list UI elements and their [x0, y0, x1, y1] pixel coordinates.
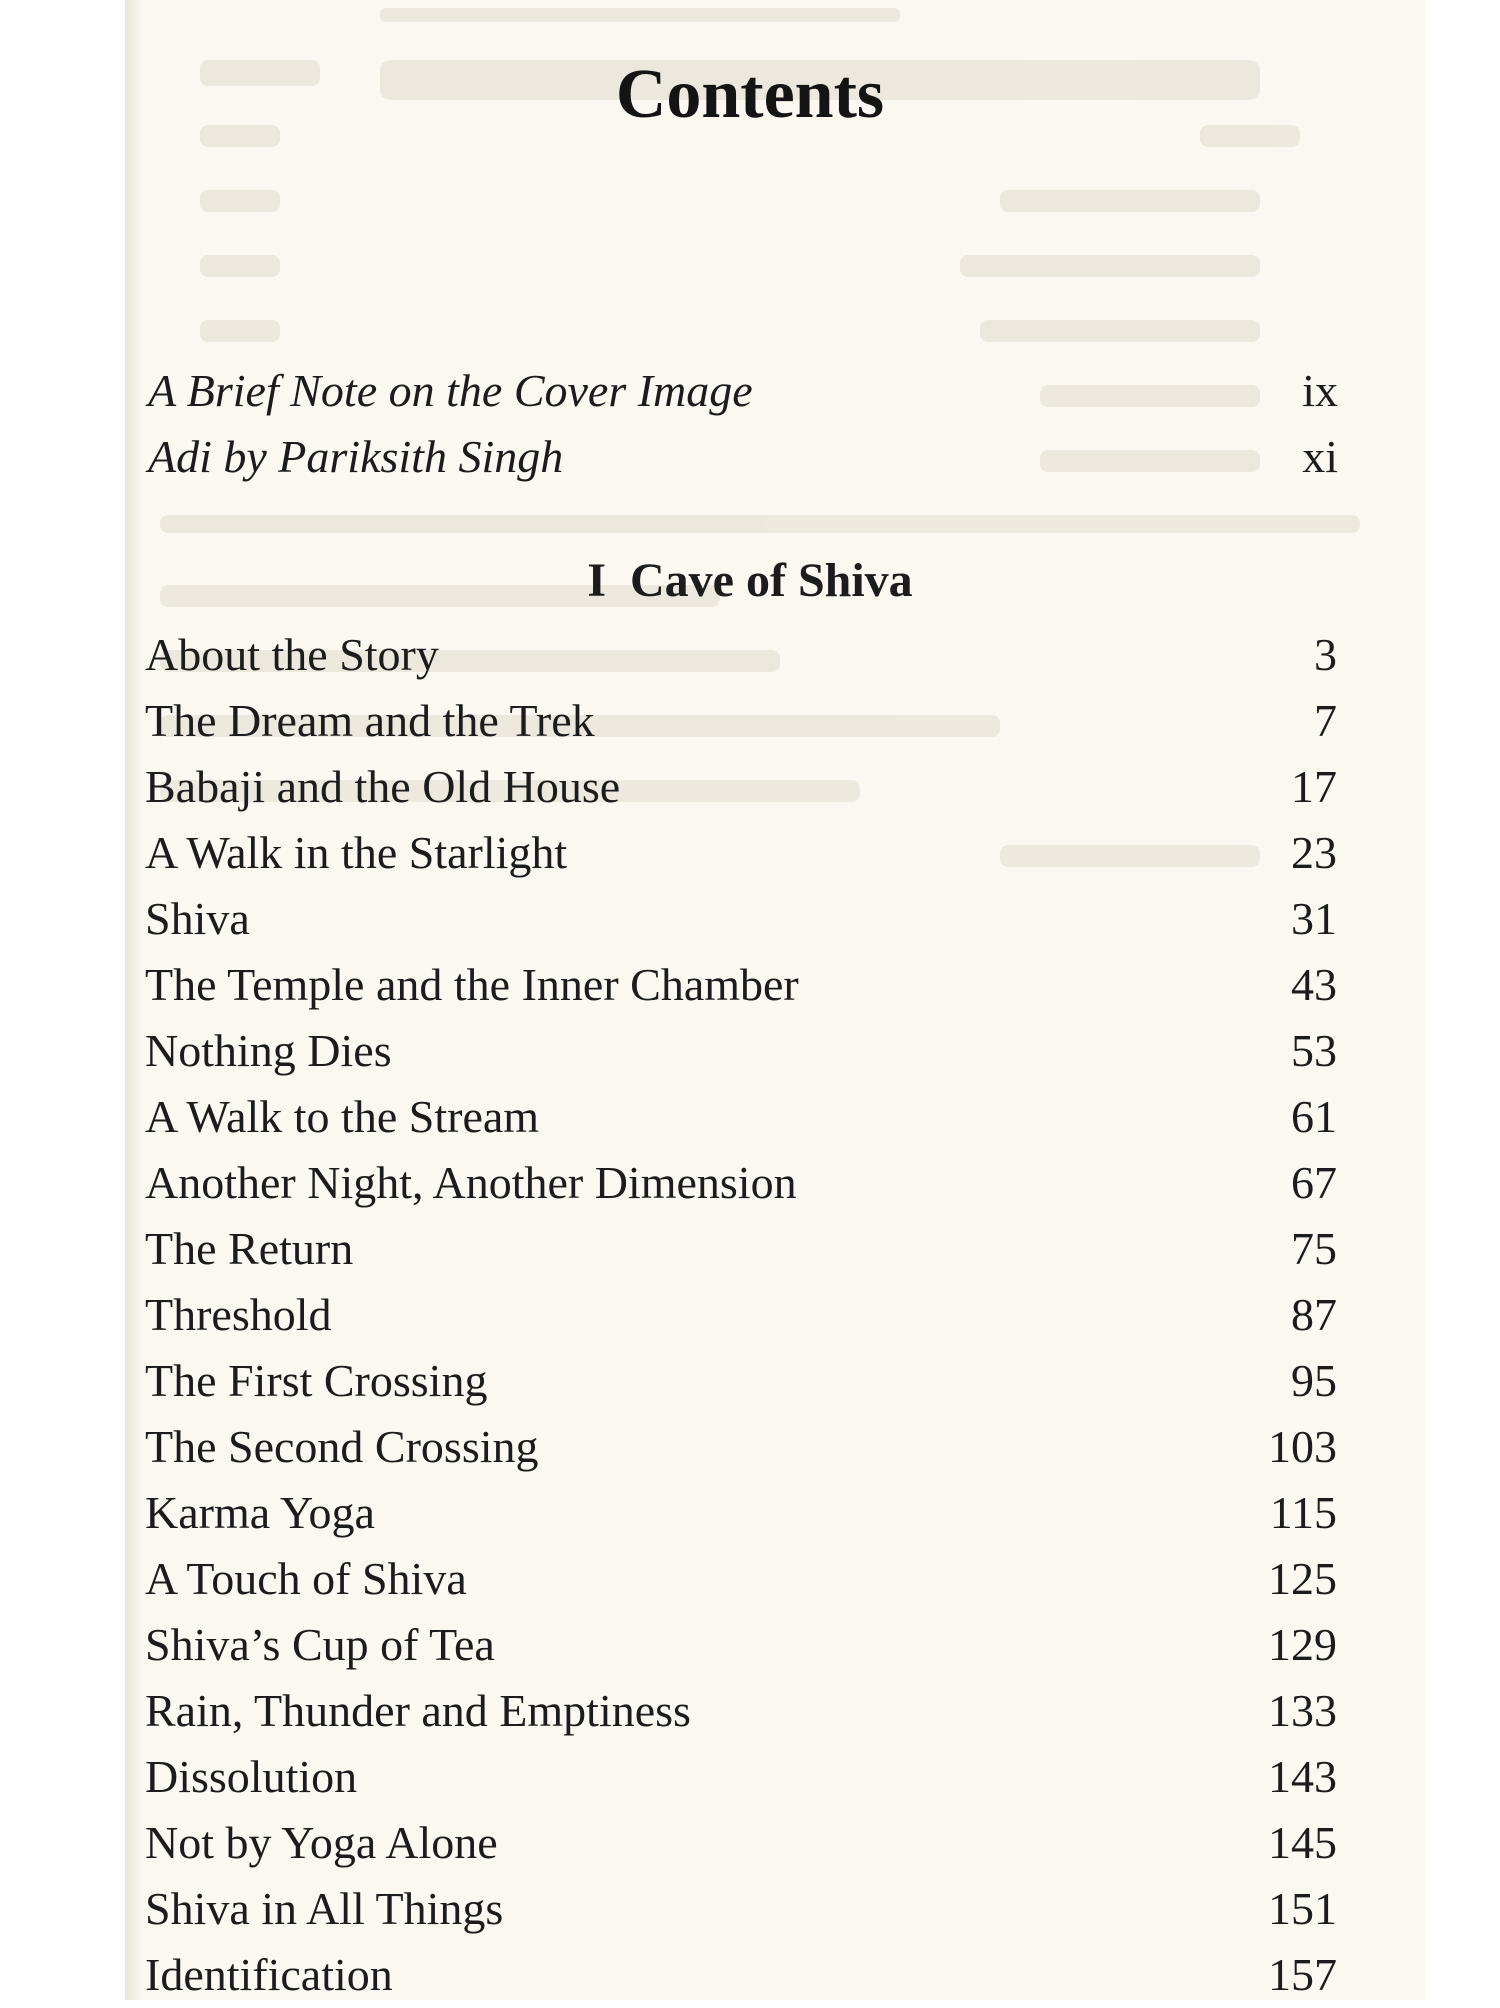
entry-page-number: 95 [1291, 1355, 1337, 1406]
entry-page-number: 151 [1268, 1883, 1337, 1934]
entry-page-number: xi [1302, 431, 1338, 482]
entry-title: The Temple and the Inner Chamber [145, 959, 799, 1010]
entry-page-number: 61 [1291, 1091, 1337, 1142]
page-title: Contents [615, 56, 885, 133]
entry-title: Shiva in All Things [145, 1883, 504, 1934]
toc-entry[interactable] [145, 1018, 1337, 1084]
toc-entry[interactable] [145, 1216, 1337, 1282]
entry-page-number: 7 [1314, 695, 1337, 746]
toc-list [145, 622, 1337, 2008]
toc-entry[interactable] [145, 952, 1337, 1018]
entry-page-number: 3 [1314, 629, 1337, 680]
toc-entry[interactable] [145, 1414, 1337, 1480]
entry-page-number: ix [1302, 365, 1338, 416]
entry-title: A Touch of Shiva [145, 1553, 467, 1604]
entry-page-number: 31 [1291, 893, 1337, 944]
entry-title: A Brief Note on the Cover Image [148, 365, 753, 416]
entry-title: The First Crossing [145, 1355, 488, 1406]
entry-page-number: 17 [1291, 761, 1337, 812]
toc-entry[interactable] [145, 1876, 1337, 1942]
toc-entry[interactable] [145, 1348, 1337, 1414]
section-name: Cave of Shiva [630, 554, 913, 607]
entry-page-number: 129 [1268, 1619, 1337, 1670]
entry-page-number: 87 [1291, 1289, 1337, 1340]
entry-page-number: 75 [1291, 1223, 1337, 1274]
toc-entry[interactable] [145, 1546, 1337, 1612]
entry-title: Rain, Thunder and Emptiness [145, 1685, 691, 1736]
section-heading [125, 553, 1375, 608]
entry-title: Shiva [145, 893, 250, 944]
toc-entry[interactable] [145, 754, 1337, 820]
entry-title: About the Story [145, 629, 439, 680]
entry-page-number: 133 [1268, 1685, 1337, 1736]
toc-entry[interactable] [145, 886, 1337, 952]
toc-entry[interactable] [145, 820, 1337, 886]
front-matter-list [148, 358, 1338, 490]
entry-title: Dissolution [145, 1751, 358, 1802]
toc-entry[interactable] [145, 1084, 1337, 1150]
toc-entry[interactable] [145, 1150, 1337, 1216]
entry-page-number: 23 [1291, 827, 1337, 878]
entry-page-number: 115 [1269, 1487, 1337, 1538]
entry-title: A Walk to the Stream [145, 1091, 540, 1142]
entry-title: The Return [145, 1223, 354, 1274]
entry-title: Shiva’s Cup of Tea [145, 1619, 495, 1670]
toc-entry[interactable] [145, 622, 1337, 688]
entry-page-number: 43 [1291, 959, 1337, 1010]
entry-title: Identification [145, 1949, 393, 2000]
toc-entry[interactable] [145, 1810, 1337, 1876]
entry-title: Another Night, Another Dimension [145, 1157, 797, 1208]
toc-entry[interactable] [145, 1744, 1337, 1810]
entry-title: Babaji and the Old House [145, 761, 621, 812]
toc-entry[interactable] [145, 1282, 1337, 1348]
entry-title: Nothing Dies [145, 1025, 392, 1076]
entry-title: Threshold [145, 1289, 332, 1340]
front-matter-entry[interactable] [148, 424, 1338, 490]
entry-title: The Dream and the Trek [145, 695, 595, 746]
toc-entry[interactable] [145, 1942, 1337, 2008]
front-matter-entry[interactable] [148, 358, 1338, 424]
toc-entry[interactable] [145, 1480, 1337, 1546]
entry-title: Not by Yoga Alone [145, 1817, 498, 1868]
entry-title: A Walk in the Starlight [145, 827, 568, 878]
entry-page-number: 103 [1268, 1421, 1337, 1472]
toc-entry[interactable] [145, 688, 1337, 754]
entry-page-number: 67 [1291, 1157, 1337, 1208]
entry-title: The Second Crossing [145, 1421, 539, 1472]
entry-page-number: 157 [1268, 1949, 1337, 2000]
toc-entry[interactable] [145, 1678, 1337, 1744]
entry-title: Karma Yoga [145, 1487, 375, 1538]
toc-entry[interactable] [145, 1612, 1337, 1678]
entry-title: Adi by Pariksith Singh [148, 431, 564, 482]
entry-page-number: 145 [1268, 1817, 1337, 1868]
entry-page-number: 53 [1291, 1025, 1337, 1076]
entry-page-number: 125 [1268, 1553, 1337, 1604]
entry-page-number: 143 [1268, 1751, 1337, 1802]
section-numeral: I [587, 554, 606, 607]
